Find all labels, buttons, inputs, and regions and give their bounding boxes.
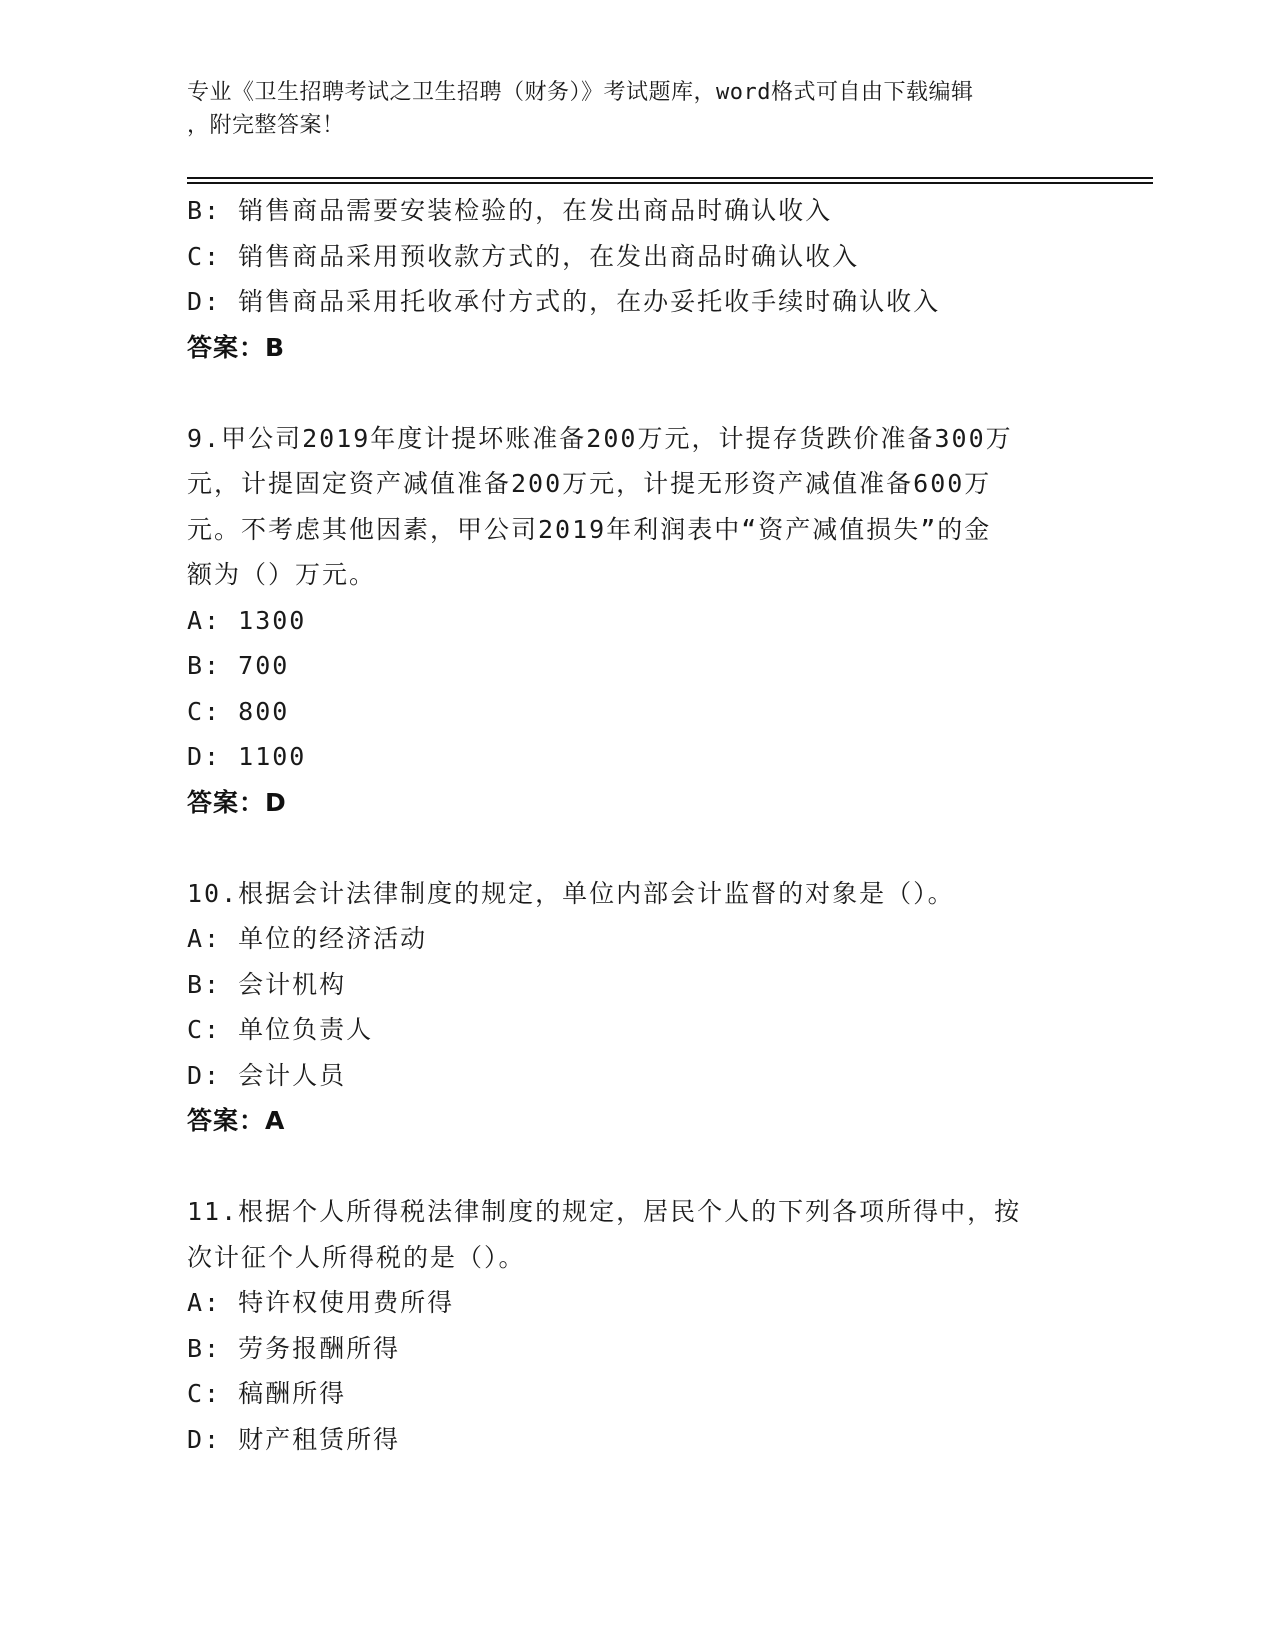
question-11 — [187, 1189, 1087, 1462]
document-header — [187, 76, 1067, 142]
question-10-option-a: A: 单位的经济活动 — [187, 924, 428, 953]
question-10 — [187, 871, 1087, 1144]
spacer — [187, 370, 1087, 416]
question-9-stem-line: 元。不考虑其他因素，甲公司2019年利润表中“资产减值损失”的金 — [187, 514, 992, 544]
question-9-option-b: B: 700 — [187, 651, 290, 680]
question-9 — [187, 416, 1087, 826]
question-11-stem-line: 11.根据个人所得税法律制度的规定，居民个人的下列各项所得中，按 — [187, 1197, 1022, 1226]
question-8-option-d: D: 销售商品采用托收承付方式的，在办妥托收手续时确认收入 — [187, 287, 941, 316]
header-divider-bottom — [187, 182, 1153, 184]
question-11-stem-line: 次计征个人所得税的是（）。 — [187, 1242, 526, 1272]
header-line-1: 专业《卫生招聘考试之卫生招聘（财务）》考试题库，word格式可自由下载编辑 — [187, 80, 974, 105]
question-8-tail — [187, 188, 1087, 370]
question-10-stem: 10.根据会计法律制度的规定，单位内部会计监督的对象是（）。 — [187, 878, 955, 908]
question-8-option-c: C: 销售商品采用预收款方式的，在发出商品时确认收入 — [187, 241, 860, 271]
question-10-option-d: D: 会计人员 — [187, 1060, 347, 1090]
header-line-2: ，附完整答案！ — [187, 113, 345, 138]
spacer — [187, 1144, 1087, 1190]
question-9-option-c: C: 800 — [187, 696, 290, 726]
question-9-option-a: A: 1300 — [187, 605, 307, 635]
question-8-option-b: B: 销售商品需要安装检验的，在发出商品时确认收入 — [187, 196, 833, 225]
question-11-option-b: B: 劳务报酬所得 — [187, 1333, 401, 1363]
question-9-stem-line: 9.甲公司2019年度计提坏账准备200万元，计提存货跌价准备300万 — [187, 423, 1013, 453]
question-10-option-b: B: 会计机构 — [187, 969, 347, 999]
question-11-option-a: A: 特许权使用费所得 — [187, 1288, 455, 1317]
question-11-option-d: D: 财产租赁所得 — [187, 1424, 401, 1454]
question-9-option-d: D: 1100 — [187, 742, 307, 771]
spacer — [187, 825, 1087, 871]
question-9-stem-line: 额为（）万元。 — [187, 560, 377, 589]
question-8-answer: 答案：B — [187, 332, 286, 362]
question-10-option-c: C: 单位负责人 — [187, 1015, 374, 1044]
question-9-stem-line: 元，计提固定资产减值准备200万元，计提无形资产减值准备600万 — [187, 469, 992, 498]
header-divider-top — [187, 177, 1153, 179]
question-9-answer: 答案：D — [187, 787, 287, 817]
question-list — [187, 188, 1087, 1462]
question-10-answer: 答案：A — [187, 1106, 286, 1135]
question-11-option-c: C: 稿酬所得 — [187, 1379, 347, 1408]
